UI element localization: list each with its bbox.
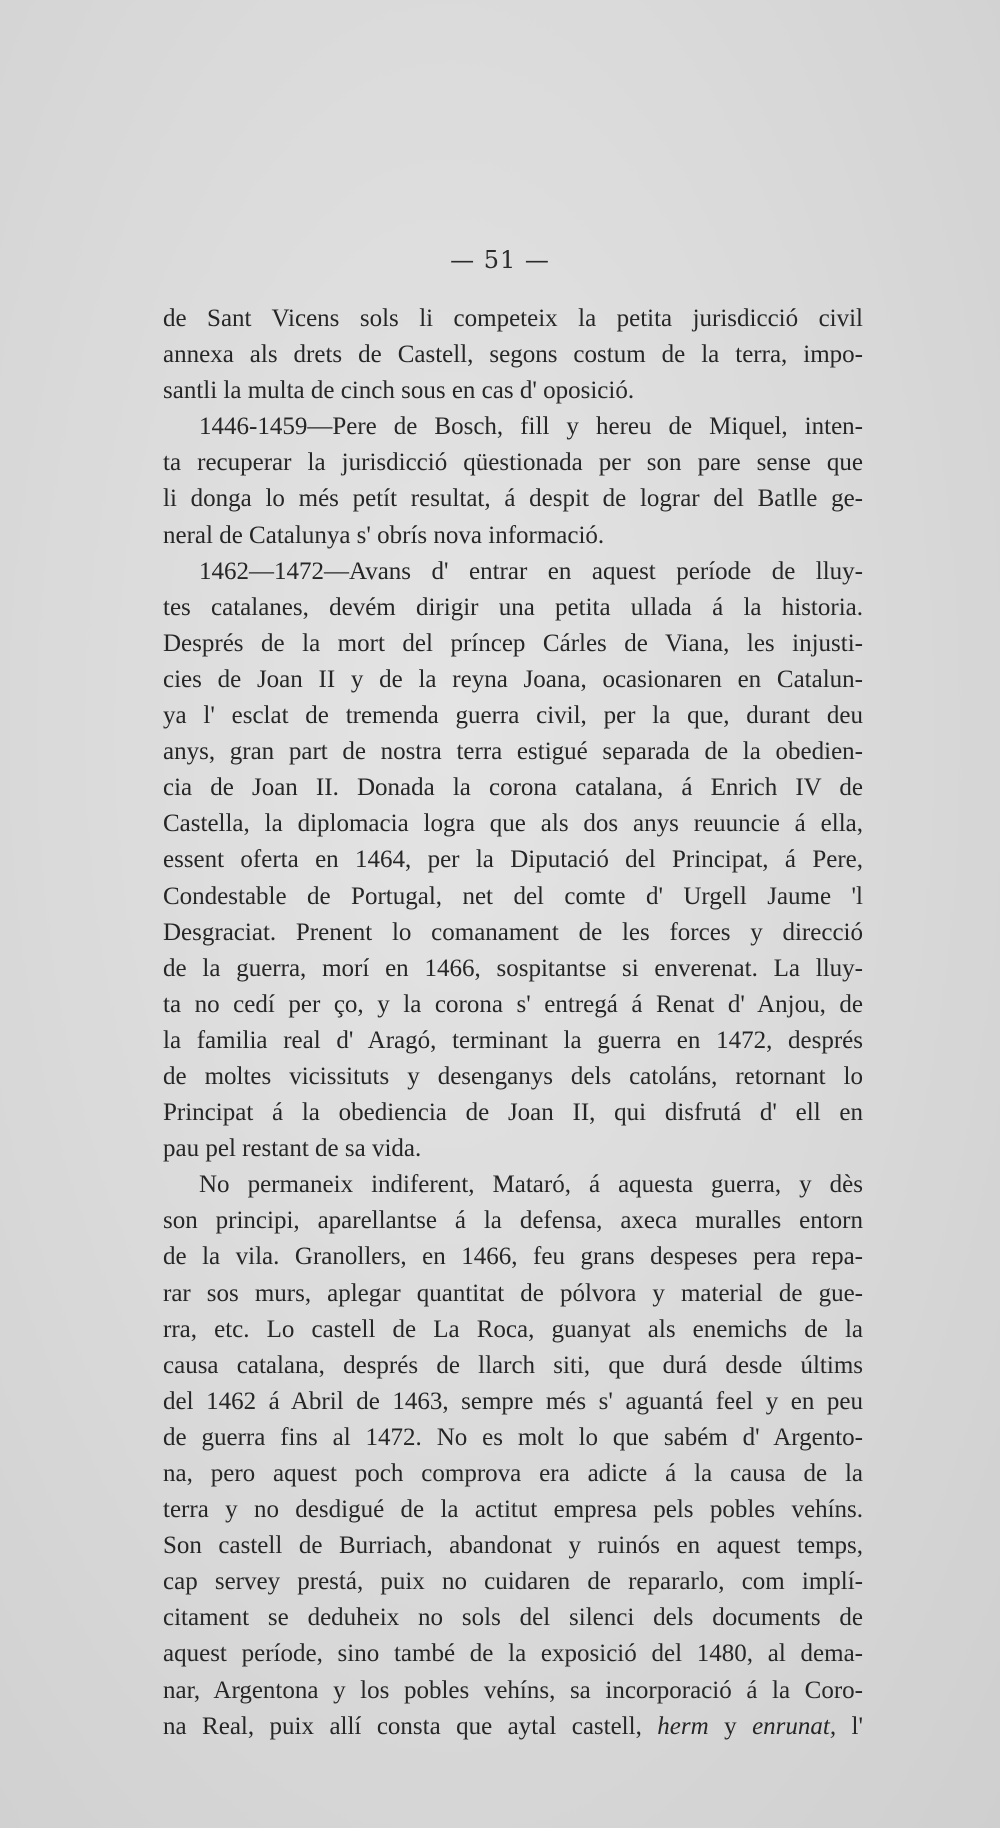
final-line-mid: y: [708, 1712, 753, 1740]
text-line: Desgraciat. Prenent lo comanament de les forces y direcció: [163, 918, 863, 946]
final-line-italic-2: enrunat,: [752, 1712, 837, 1740]
text-line-final: [163, 1709, 863, 1745]
text-line: pau pel restant de sa vida.: [163, 1135, 422, 1163]
text-line: santli la multa de cinch sous en cas d' oposició.: [163, 377, 635, 405]
final-line-italic-1: herm: [657, 1712, 709, 1740]
text-line: cies de Joan II y de la reyna Joana, ocasionaren en Catalun-: [163, 665, 863, 693]
text-line: Principat á la obediencia de Joan II, qui disfrutá d' ell en: [163, 1099, 863, 1127]
text-line: Condestable de Portugal, net del comte d' Urgell Jaume 'l: [163, 882, 863, 910]
text-line: annexa als drets de Castell, segons costum de la terra, impo-: [163, 341, 863, 369]
text-line: de guerra fins al 1472. No es molt lo que sabém d' Argento-: [163, 1423, 863, 1451]
text-line: citament se deduheix no sols del silenci dels documents de: [163, 1604, 863, 1632]
text-line: anys, gran part de nostra terra estigué separada de la obedien-: [163, 738, 863, 766]
text-line: No permaneix indiferent, Mataró, á aquesta guerra, y dès: [199, 1171, 863, 1199]
text-line: na, pero aquest poch comprova era adicte á la causa de la: [163, 1460, 863, 1487]
text-line: de moltes vicissituts y desenganys dels catoláns, retornant lo: [163, 1062, 863, 1090]
text-line: rra, etc. Lo castell de La Roca, guanyat als enemichs de la: [163, 1315, 863, 1343]
text-line: ta recuperar la jurisdicció qüestionada per son pare sense que: [163, 449, 863, 477]
text-line: tes catalanes, devém dirigir una petita ullada á la historia.: [163, 593, 863, 621]
text-line: Son castell de Burriach, abandonat y ruinós en aquest temps,: [163, 1532, 863, 1560]
text-line: neral de Catalunya s' obrís nova informació.: [163, 521, 605, 549]
text-line: ya l' esclat de tremenda guerra civil, per la que, durant deu: [163, 702, 863, 730]
text-line: son principi, aparellantse á la defensa, axeca muralles entorn: [163, 1207, 863, 1235]
text-line: de Sant Vicens sols li competeix la petita jurisdicció civil: [163, 305, 863, 332]
text-line: ta no cedí per ço, y la corona s' entregá á Renat d' Anjou, de: [163, 990, 863, 1018]
text-line: essent oferta en 1464, per la Diputació del Principat, á Pere,: [163, 846, 863, 874]
text-line: causa catalana, després de llarch siti, que durá desde últims: [163, 1351, 863, 1379]
text-line: cap servey prestá, puix no cuidaren de repararlo, com implí-: [163, 1568, 863, 1596]
text-line: 1446-1459—Pere de Bosch, fill y hereu de Miquel, inten-: [199, 413, 863, 441]
text-line: rar sos murs, aplegar quantitat de pólvora y material de gue-: [163, 1279, 863, 1307]
text-line: de la vila. Granollers, en 1466, feu grans despeses pera repa-: [163, 1243, 863, 1271]
text-line: del 1462 á Abril de 1463, sempre més s' aguantá feel y en peu: [163, 1387, 863, 1415]
final-line-after: l': [836, 1712, 864, 1740]
text-line: 1462—1472—Avans d' entrar en aquest període de lluy-: [199, 557, 863, 585]
page-number: — 51 —: [450, 246, 550, 274]
text-line: li donga lo més petít resultat, á despit de lograr del Batlle ge-: [163, 485, 863, 513]
text-line: nar, Argentona y los pobles vehíns, sa incorporació á la Coro-: [163, 1676, 863, 1704]
text-line: aquest període, sino també de la exposició del 1480, al dema-: [163, 1640, 863, 1668]
text-line: la familia real d' Aragó, terminant la guerra en 1472, després: [163, 1026, 863, 1054]
text-line: terra y no desdigué de la actitut empresa pels pobles vehíns.: [163, 1496, 863, 1524]
text-line: cia de Joan II. Donada la corona catalana, á Enrich IV de: [163, 774, 863, 802]
final-line-before: na Real, puix allí consta que aytal castell,: [163, 1712, 658, 1740]
body-text: [163, 301, 863, 1745]
text-line: Després de la mort del príncep Cárles de Viana, les injusti-: [163, 629, 863, 657]
text-line: Castella, la diplomacia logra que als dos anys reuuncie á ella,: [163, 810, 863, 838]
text-line: de la guerra, morí en 1466, sospitantse si enverenat. La lluy-: [163, 954, 863, 982]
